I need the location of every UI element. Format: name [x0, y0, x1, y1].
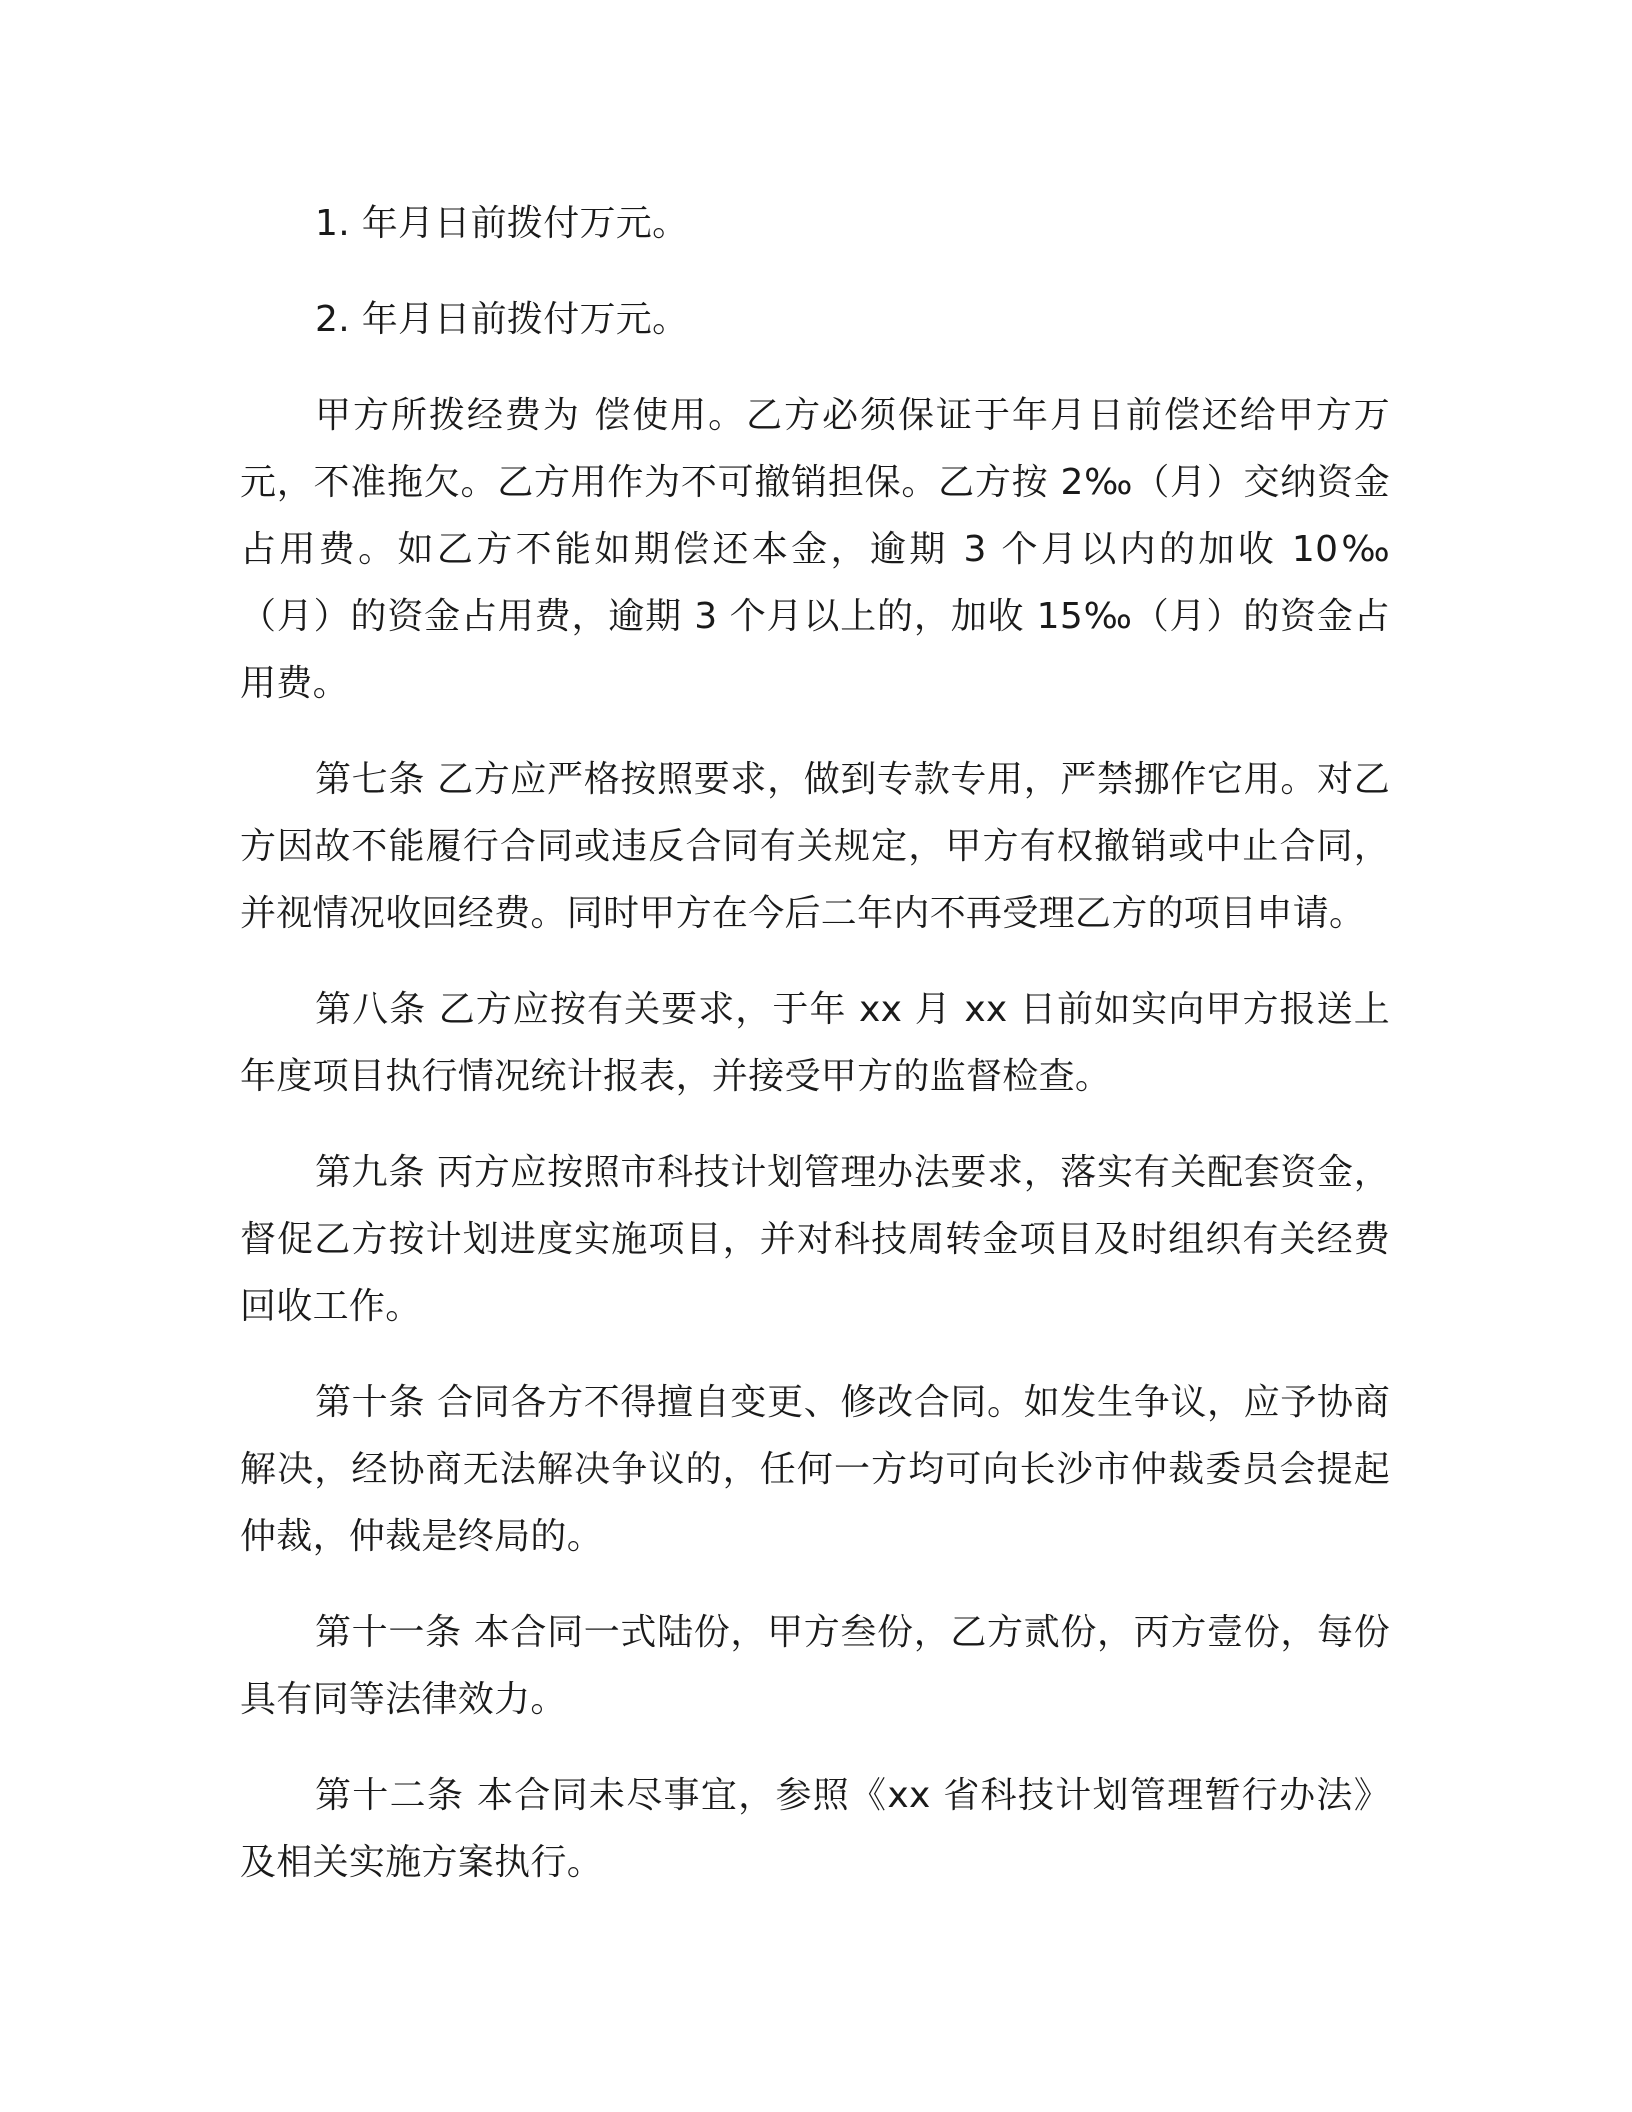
article-7: 第七条 乙方应严格按照要求，做到专款专用，严禁挪作它用。对乙方因故不能履行合同或违反合同有关规定，甲方有权撤销或中止合同，并视情况收回经费。同时甲方在今后二年内不再受理乙方的项目申请。	[240, 759, 1390, 934]
payment-item-1: 1. 年月日前拨付万元。	[315, 203, 689, 244]
payment-item-2: 2. 年月日前拨付万元。	[315, 299, 689, 340]
article-11: 第十一条 本合同一式陆份，甲方叁份，乙方贰份，丙方壹份，每份具有同等法律效力。	[240, 1612, 1390, 1720]
document-body	[240, 190, 1390, 1925]
article-12: 第十二条 本合同未尽事宜，参照《xx 省科技计划管理暂行办法》及相关实施方案执行。	[240, 1775, 1390, 1883]
article-10: 第十条 合同各方不得擅自变更、修改合同。如发生争议，应予协商解决，经协商无法解决争议的，任何一方均可向长沙市仲裁委员会提起仲裁，仲裁是终局的。	[240, 1382, 1390, 1557]
article-9: 第九条 丙方应按照市科技计划管理办法要求，落实有关配套资金，督促乙方按计划进度实施项目，并对科技周转金项目及时组织有关经费回收工作。	[240, 1152, 1390, 1327]
article-8: 第八条 乙方应按有关要求，于年 xx 月 xx 日前如实向甲方报送上年度项目执行情况统计报表，并接受甲方的监督检查。	[240, 989, 1390, 1097]
funding-repayment-paragraph: 甲方所拨经费为 偿使用。乙方必须保证于年月日前偿还给甲方万元，不准拖欠。乙方用作为不可撤销担保。乙方按 2‰（月）交纳资金占用费。如乙方不能如期偿还本金，逾期 3 个月以内的加收 10‰（月）的资金占用费，逾期 3 个月以上的，加收 15‰（月）的资金占用费。	[240, 395, 1390, 704]
